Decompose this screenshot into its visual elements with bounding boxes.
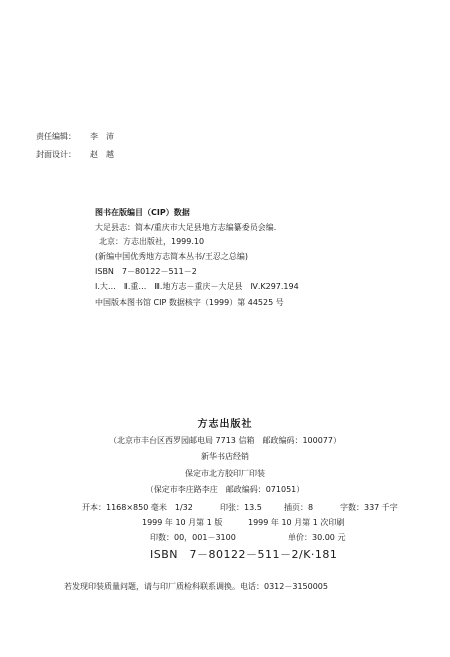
format-spec: 开本：1168×850 毫米 1/32 <box>82 503 193 512</box>
printer-address: （保定市李庄路李庄 邮政编码：071051） <box>145 485 305 494</box>
printing-spec: 1999 年 10 月第 1 次印刷 <box>248 518 345 527</box>
cip-line: (新编中国优秀地方志简本丛书/王忍之总编) <box>95 252 248 261</box>
publisher-name: 方志出版社 <box>197 419 253 430</box>
isbn-full: ISBN 7－80122－511－2/K·181 <box>150 548 338 561</box>
cip-line: 北京：方志出版社，1999.10 <box>99 237 205 246</box>
cip-title: 图书在版编目（CIP）数据 <box>95 208 190 217</box>
publisher-address: （北京市丰台区西罗园邮电局 7713 信箱 邮政编码：100077） <box>109 436 341 445</box>
cip-line: ISBN 7－80122－511－2 <box>95 267 197 276</box>
print-run-spec: 印数：00，001－3100 <box>150 533 236 542</box>
inserts-spec: 插页：8 <box>284 503 314 512</box>
edition-spec: 1999 年 10 月第 1 版 <box>142 518 223 527</box>
words-spec: 字数：337 千字 <box>340 503 398 512</box>
printer: 保定市北方胶印厂印装 <box>185 469 265 478</box>
price-spec: 单价：30.00 元 <box>288 533 346 542</box>
editor-row <box>36 131 114 142</box>
cip-line: Ⅰ.大… Ⅱ.重… Ⅲ.地方志－重庆－大足县 Ⅳ.K297.194 <box>95 282 299 291</box>
quality-notice: 若发现印装质量问题，请与印厂质检科联系调换。电话：0312－3150005 <box>64 582 328 591</box>
sheets-spec: 印张：13.5 <box>220 503 262 512</box>
cip-line: 大足县志：简本/重庆市大足县地方志编纂委员会编. <box>95 223 277 232</box>
cover-designer-label: 封面设计： <box>36 150 76 159</box>
editor-label: 责任编辑： <box>36 132 76 141</box>
editor-name: 李 沛 <box>90 132 114 141</box>
cover-designer-row <box>36 149 114 160</box>
cover-designer-name: 赵 越 <box>90 150 114 159</box>
distributor: 新华书店经销 <box>201 452 249 461</box>
cip-line: 中国版本图书馆 CIP 数据核字（1999）第 44525 号 <box>95 298 284 307</box>
